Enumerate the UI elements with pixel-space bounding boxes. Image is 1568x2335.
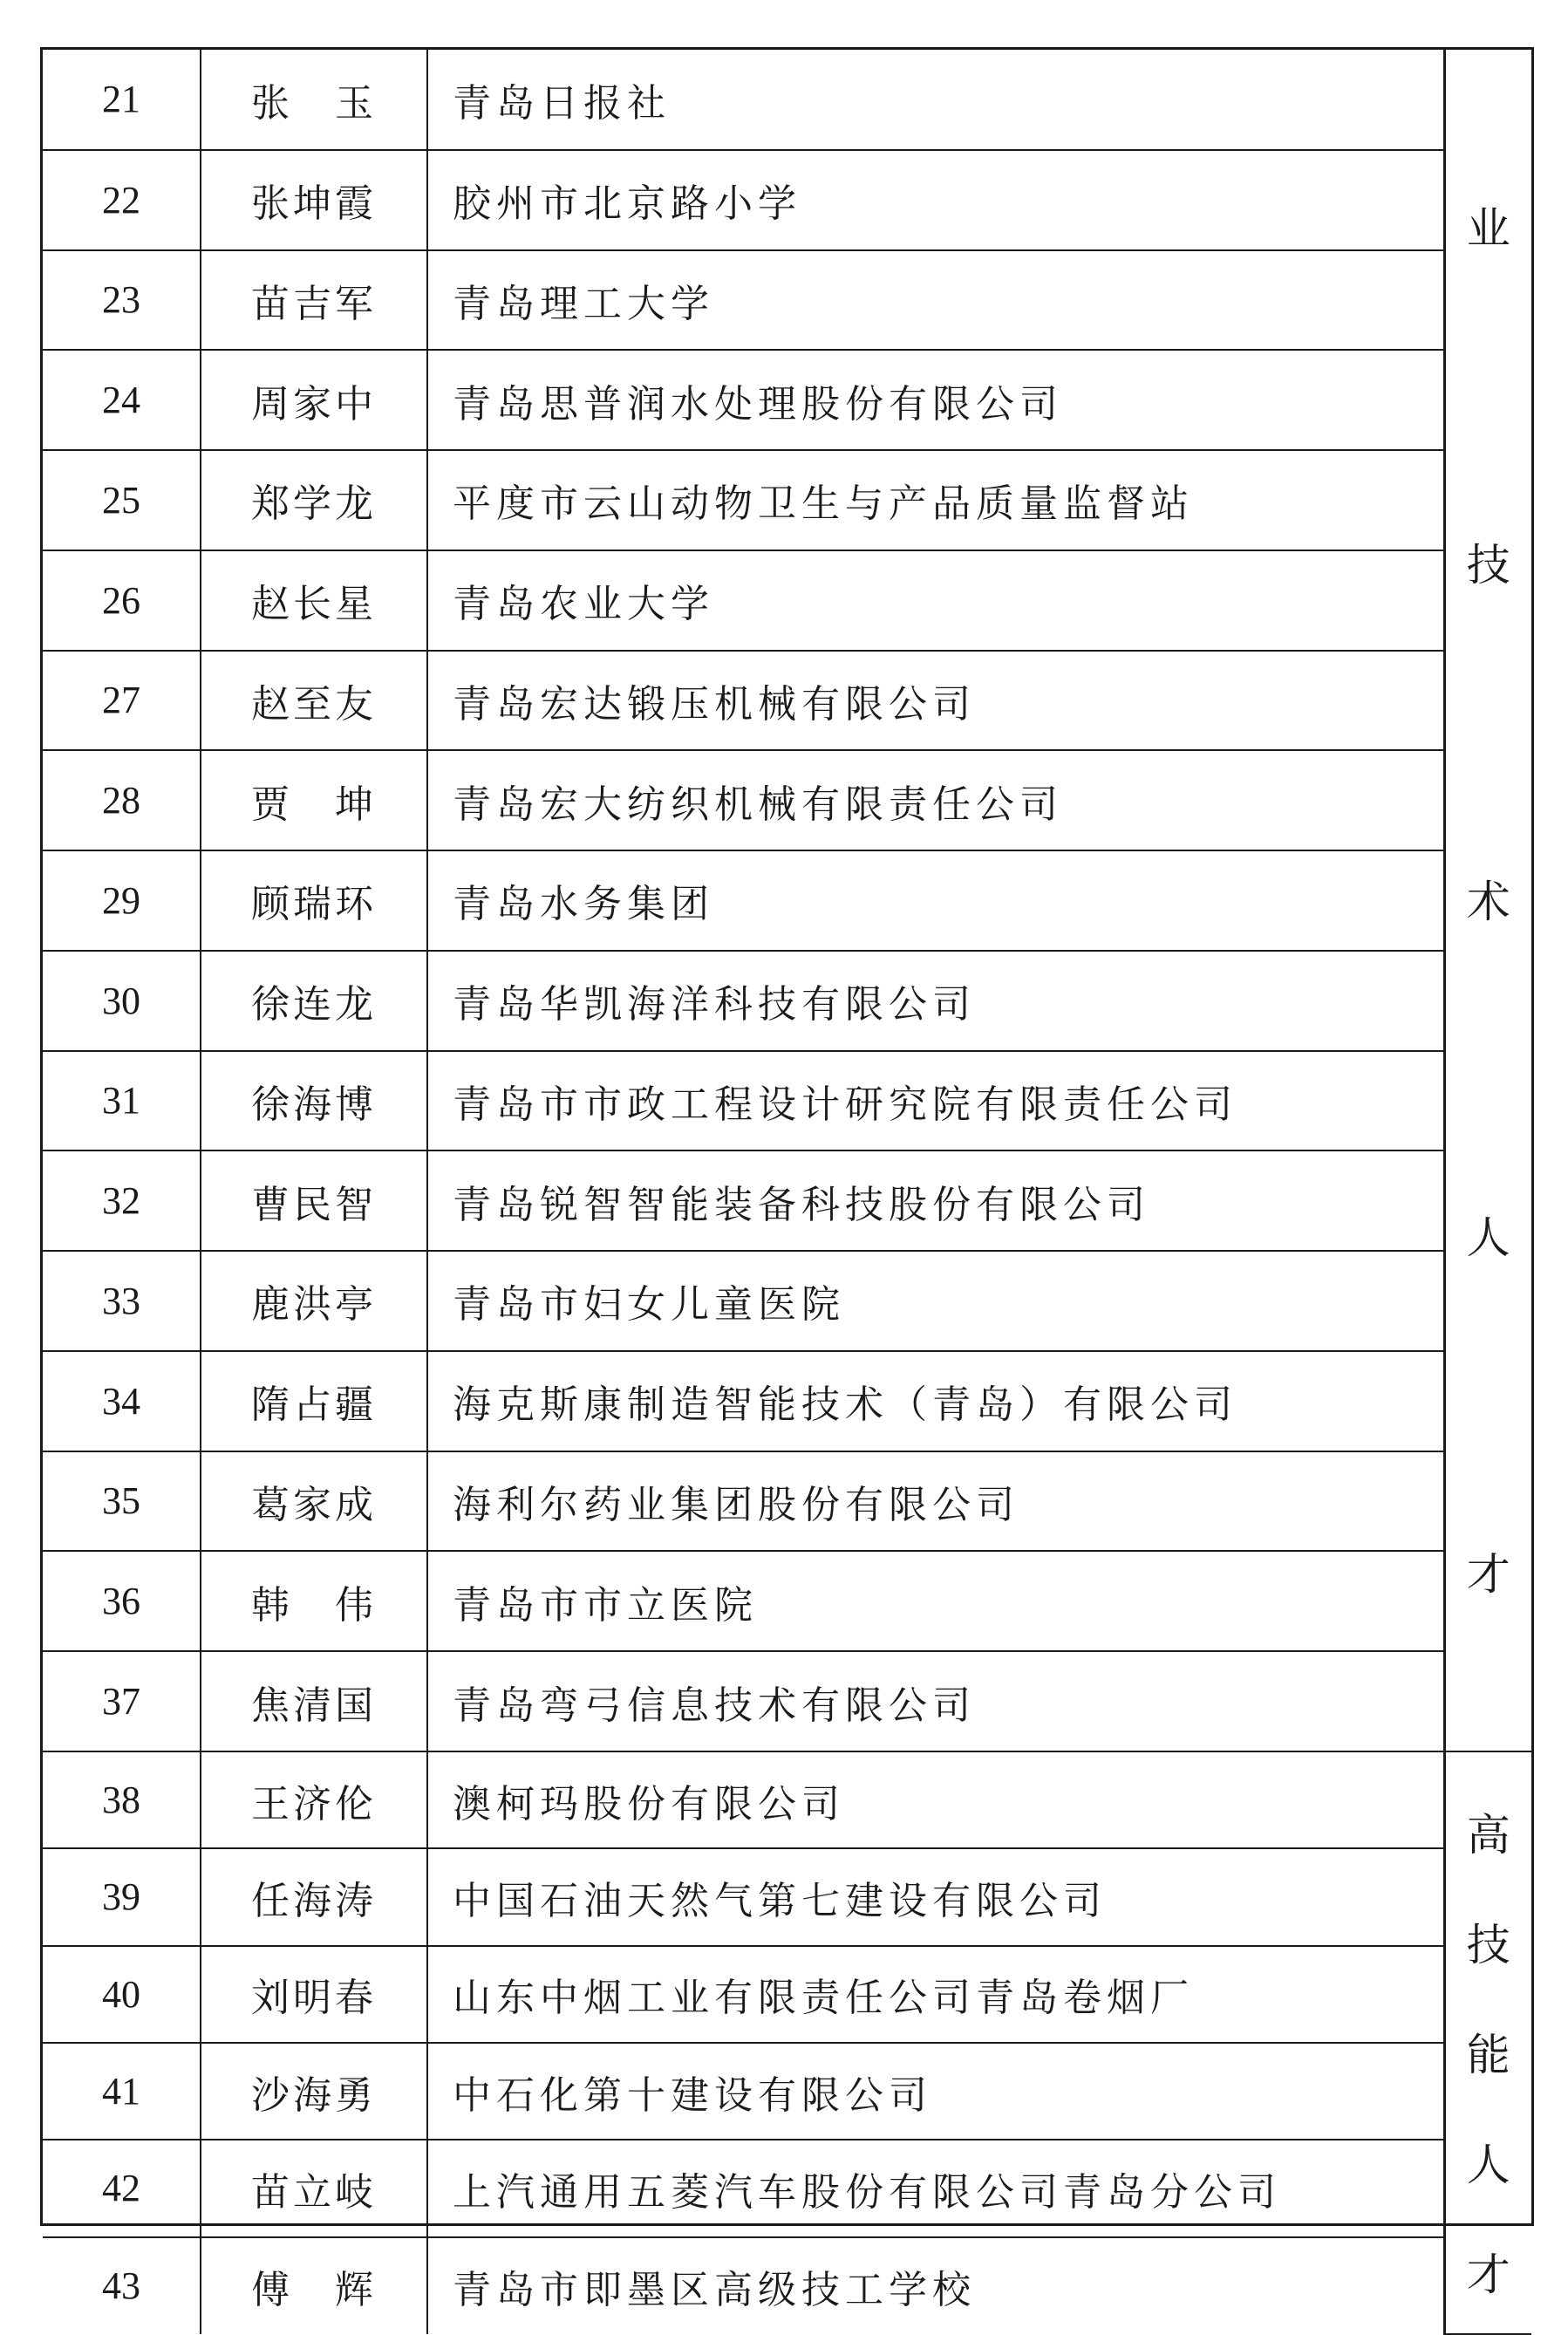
work-unit: 青岛华凯海洋科技有限公司 xyxy=(427,951,1444,1051)
work-unit: 青岛宏大纺织机械有限责任公司 xyxy=(427,750,1444,850)
row-number: 41 xyxy=(43,2043,201,2140)
table-row xyxy=(43,1946,1531,2043)
work-unit: 平度市云山动物卫生与产品质量监督站 xyxy=(427,450,1444,550)
person-name: 葛家成 xyxy=(201,1451,427,1552)
work-unit: 青岛理工大学 xyxy=(427,250,1444,351)
person-name: 苗吉军 xyxy=(201,250,427,351)
category-cell xyxy=(1444,50,1531,1751)
row-number: 38 xyxy=(43,1751,201,1848)
person-name: 苗立岐 xyxy=(201,2140,427,2236)
table-row xyxy=(43,750,1531,850)
table-row xyxy=(43,450,1531,550)
table-row xyxy=(43,1251,1531,1351)
row-number: 37 xyxy=(43,1651,201,1751)
row-number: 42 xyxy=(43,2140,201,2236)
person-name: 曹民智 xyxy=(201,1150,427,1251)
table-row xyxy=(43,350,1531,450)
category-char: 技 xyxy=(1466,539,1510,591)
person-name: 刘明春 xyxy=(201,1946,427,2043)
row-number: 33 xyxy=(43,1251,201,1351)
table-row xyxy=(43,951,1531,1051)
row-number: 24 xyxy=(43,350,201,450)
row-number: 28 xyxy=(43,750,201,850)
work-unit: 海克斯康制造智能技术（青岛）有限公司 xyxy=(427,1351,1444,1451)
work-unit: 青岛宏达锻压机械有限公司 xyxy=(427,651,1444,751)
row-number: 32 xyxy=(43,1150,201,1251)
work-unit: 青岛思普润水处理股份有限公司 xyxy=(427,350,1444,450)
row-number: 29 xyxy=(43,850,201,951)
category-char: 才 xyxy=(1466,1549,1510,1600)
table-row xyxy=(43,2043,1531,2140)
table-row xyxy=(43,250,1531,351)
work-unit: 青岛锐智智能装备科技股份有限公司 xyxy=(427,1150,1444,1251)
table-row xyxy=(43,651,1531,751)
table-row xyxy=(43,2237,1531,2334)
work-unit: 青岛市市政工程设计研究院有限责任公司 xyxy=(427,1051,1444,1151)
person-name: 傅 辉 xyxy=(201,2237,427,2334)
person-name: 赵至友 xyxy=(201,651,427,751)
person-name: 郑学龙 xyxy=(201,450,427,550)
table-row xyxy=(43,2140,1531,2236)
work-unit: 澳柯玛股份有限公司 xyxy=(427,1751,1444,1848)
row-number: 36 xyxy=(43,1551,201,1651)
table-row xyxy=(43,1551,1531,1651)
person-name: 鹿洪亭 xyxy=(201,1251,427,1351)
person-name: 周家中 xyxy=(201,350,427,450)
work-unit: 青岛弯弓信息技术有限公司 xyxy=(427,1651,1444,1751)
person-name: 韩 伟 xyxy=(201,1551,427,1651)
table-row xyxy=(43,1848,1531,1945)
row-number: 40 xyxy=(43,1946,201,2043)
row-number: 30 xyxy=(43,951,201,1051)
work-unit: 青岛市妇女儿童医院 xyxy=(427,1251,1444,1351)
work-unit: 中国石油天然气第七建设有限公司 xyxy=(427,1848,1444,1945)
person-name: 沙海勇 xyxy=(201,2043,427,2140)
person-name: 张坤霞 xyxy=(201,150,427,250)
talent-table xyxy=(43,50,1531,2335)
category-cell xyxy=(1444,1751,1531,2334)
category-char: 人 xyxy=(1466,1212,1510,1264)
person-name: 任海涛 xyxy=(201,1848,427,1945)
row-number: 31 xyxy=(43,1051,201,1151)
table-row xyxy=(43,1150,1531,1251)
work-unit: 上汽通用五菱汽车股份有限公司青岛分公司 xyxy=(427,2140,1444,2236)
person-name: 王济伦 xyxy=(201,1751,427,1848)
row-number: 39 xyxy=(43,1848,201,1945)
work-unit: 青岛市即墨区高级技工学校 xyxy=(427,2237,1444,2334)
category-label xyxy=(1446,50,1532,1751)
work-unit: 青岛日报社 xyxy=(427,50,1444,150)
table-row xyxy=(43,150,1531,250)
row-number: 35 xyxy=(43,1451,201,1552)
category-char: 业 xyxy=(1466,203,1510,254)
person-name: 贾 坤 xyxy=(201,750,427,850)
table-row xyxy=(43,50,1531,150)
row-number: 22 xyxy=(43,150,201,250)
person-name: 赵长星 xyxy=(201,550,427,651)
work-unit: 青岛农业大学 xyxy=(427,550,1444,651)
table-row xyxy=(43,550,1531,651)
category-char: 才 xyxy=(1466,2250,1510,2300)
row-number: 21 xyxy=(43,50,201,150)
row-number: 34 xyxy=(43,1351,201,1451)
work-unit: 青岛水务集团 xyxy=(427,850,1444,951)
person-name: 焦清国 xyxy=(201,1651,427,1751)
row-number: 27 xyxy=(43,651,201,751)
row-number: 23 xyxy=(43,250,201,351)
category-label xyxy=(1446,1752,1532,2333)
work-unit: 中石化第十建设有限公司 xyxy=(427,2043,1444,2140)
category-char: 技 xyxy=(1466,1920,1510,1970)
work-unit: 青岛市市立医院 xyxy=(427,1551,1444,1651)
row-number: 25 xyxy=(43,450,201,550)
person-name: 徐连龙 xyxy=(201,951,427,1051)
row-number: 43 xyxy=(43,2237,201,2334)
table-row xyxy=(43,1751,1531,1848)
table-row xyxy=(43,1651,1531,1751)
work-unit: 山东中烟工业有限责任公司青岛卷烟厂 xyxy=(427,1946,1444,2043)
table-row xyxy=(43,1051,1531,1151)
category-char: 高 xyxy=(1466,1810,1510,1860)
person-name: 隋占疆 xyxy=(201,1351,427,1451)
work-unit: 胶州市北京路小学 xyxy=(427,150,1444,250)
table-row xyxy=(43,1351,1531,1451)
table-row xyxy=(43,1451,1531,1552)
person-name: 徐海博 xyxy=(201,1051,427,1151)
work-unit: 海利尔药业集团股份有限公司 xyxy=(427,1451,1444,1552)
row-number: 26 xyxy=(43,550,201,651)
category-char: 人 xyxy=(1466,2140,1510,2190)
person-name: 张 玉 xyxy=(201,50,427,150)
table-row xyxy=(43,850,1531,951)
category-char: 能 xyxy=(1466,2030,1510,2080)
person-name: 顾瑞环 xyxy=(201,850,427,951)
talent-list-table xyxy=(40,47,1534,2312)
category-char: 术 xyxy=(1466,876,1510,927)
